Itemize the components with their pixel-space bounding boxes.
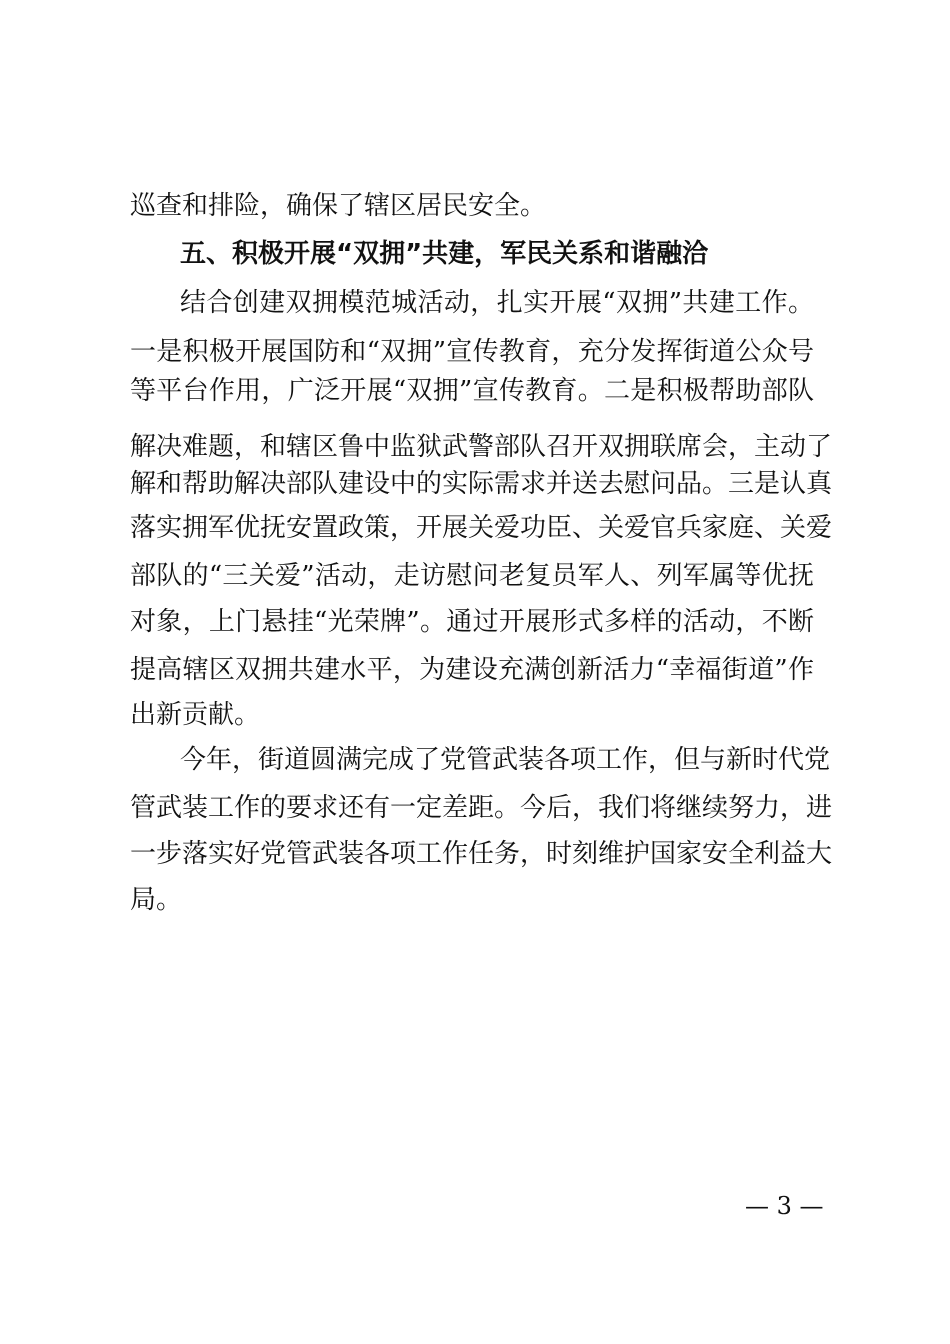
paragraph-line: 管武装工作的要求还有一定差距。今后，我们将继续努力，进 xyxy=(130,793,833,823)
paragraph-line: 提高辖区双拥共建水平，为建设充满创新活力“幸福街道”作 xyxy=(130,655,814,685)
page-number: — 3 — xyxy=(745,1192,824,1220)
section-heading: 五、积极开展“双拥”共建，军民关系和谐融洽 xyxy=(180,239,709,269)
paragraph-line: 对象，上门悬挂“光荣牌”。通过开展形式多样的活动，不断 xyxy=(130,607,814,637)
paragraph-line: 一步落实好党管武装各项工作任务，时刻维护国家安全利益大 xyxy=(130,839,833,869)
paragraph-line: 等平台作用，广泛开展“双拥”宣传教育。二是积极帮助部队 xyxy=(130,376,814,406)
paragraph-line: 一是积极开展国防和“双拥”宣传教育，充分发挥街道公众号 xyxy=(130,337,814,367)
paragraph-tail-line: 巡查和排险，确保了辖区居民安全。 xyxy=(130,191,547,221)
paragraph-line: 局。 xyxy=(130,885,183,915)
paragraph-line: 解和帮助解决部队建设中的实际需求并送去慰问品。三是认真 xyxy=(130,469,833,499)
paragraph-line: 解决难题，和辖区鲁中监狱武警部队召开双拥联席会，主动了 xyxy=(130,432,833,462)
paragraph-line: 结合创建双拥模范城活动，扎实开展“双拥”共建工作。 xyxy=(180,288,814,318)
paragraph-line: 出新贡献。 xyxy=(130,700,261,730)
paragraph-line: 落实拥军优抚安置政策，开展关爱功臣、关爱官兵家庭、关爱 xyxy=(130,513,833,543)
paragraph-line: 部队的“三关爱”活动，走访慰问老复员军人、列军属等优抚 xyxy=(130,561,814,591)
paragraph-line: 今年，街道圆满完成了党管武装各项工作，但与新时代党 xyxy=(180,745,831,775)
